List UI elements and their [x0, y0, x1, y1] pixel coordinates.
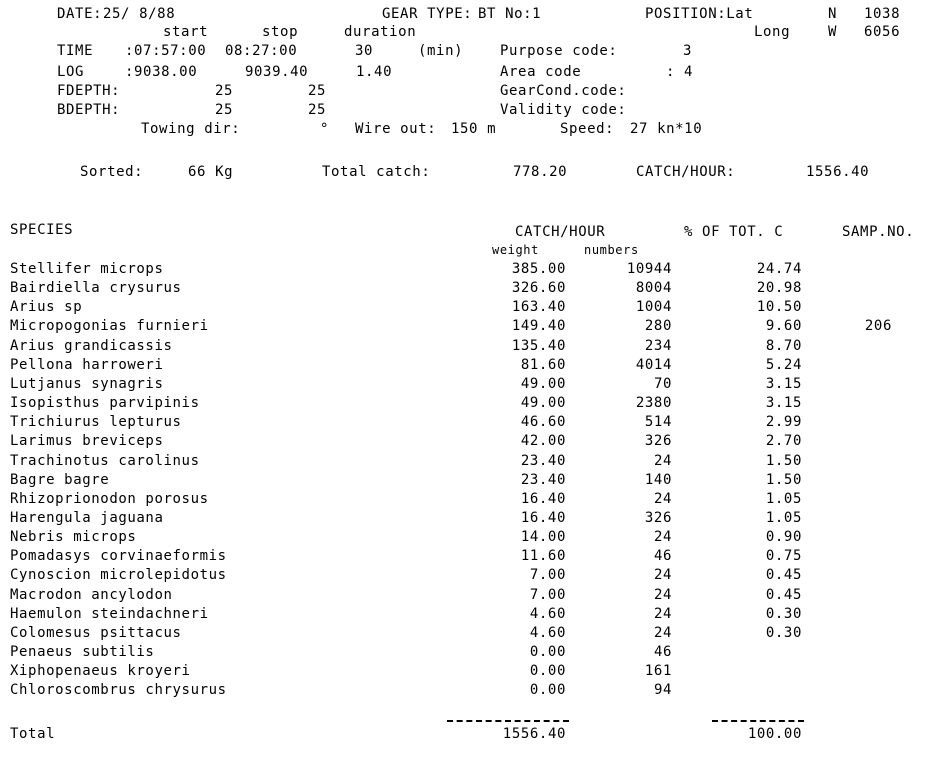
table-row	[0, 261, 950, 279]
catch-weight: 326.60	[511, 280, 566, 297]
catch-numbers: 161	[644, 663, 672, 680]
time-stop: 08:27:00	[225, 43, 298, 59]
total-label: Total	[10, 726, 56, 742]
species-name: Trachinotus carolinus	[10, 452, 200, 469]
log-label: LOG	[57, 64, 85, 80]
table-row	[0, 318, 950, 336]
catch-weight: 7.00	[529, 567, 566, 584]
species-column-header: SPECIES	[10, 222, 74, 238]
catch-numbers: 24	[653, 567, 672, 584]
table-row	[0, 644, 950, 662]
species-name: Harengula jaguana	[10, 509, 164, 526]
table-row	[0, 548, 950, 566]
catch-numbers: 24	[653, 624, 672, 641]
catch-numbers: 24	[653, 605, 672, 622]
percent-of-total: 0.30	[765, 605, 802, 622]
table-row	[0, 299, 950, 317]
catch-numbers: 326	[644, 509, 672, 526]
total-catch-label: Total catch:	[322, 164, 431, 180]
time-label: TIME	[57, 43, 94, 59]
catch-numbers: 280	[644, 318, 672, 335]
catch-numbers: 10944	[626, 261, 672, 277]
species-name: Bairdiella crysurus	[10, 280, 182, 297]
species-name: Cynoscion microlepidotus	[10, 567, 227, 584]
percent-of-total: 20.98	[756, 280, 802, 297]
species-name: Pellona harroweri	[10, 356, 164, 373]
time-unit: (min)	[418, 43, 464, 59]
table-row	[0, 529, 950, 547]
catch-numbers: 140	[644, 471, 672, 488]
catch-weight: 46.60	[520, 414, 566, 431]
table-row	[0, 567, 950, 585]
position-label: POSITION:Lat	[645, 6, 754, 22]
long-value: 6056	[864, 24, 901, 40]
area-code-label: Area code	[500, 64, 582, 80]
purpose-code-label: Purpose code:	[500, 43, 618, 59]
catch-weight: 16.40	[520, 490, 566, 507]
catch-weight: 149.40	[511, 318, 566, 335]
catch-numbers: 70	[653, 375, 672, 392]
species-name: Trichiurus lepturus	[10, 414, 182, 431]
sample-number: 206	[864, 318, 892, 335]
table-row	[0, 606, 950, 624]
species-name: Isopisthus parvipinis	[10, 395, 200, 411]
percent-of-total: 0.90	[765, 529, 802, 546]
table-row	[0, 491, 950, 509]
percent-of-total: 3.15	[765, 395, 802, 411]
catch-weight: 7.00	[529, 586, 566, 603]
table-row	[0, 625, 950, 643]
bdepth-stop: 25	[308, 102, 327, 118]
table-row	[0, 510, 950, 528]
catch-per-hour-value: 1556.40	[806, 164, 870, 180]
start-column-header: start	[163, 24, 209, 40]
gear-condition-label: GearCond.code:	[500, 83, 627, 99]
stop-column-header: stop	[262, 24, 299, 40]
catch-weight: 23.40	[520, 471, 566, 488]
percent-of-total: 1.05	[765, 509, 802, 526]
total-catch-value: 778.20	[513, 164, 568, 180]
catch-weight: 49.00	[520, 395, 566, 411]
species-name: Xiphopenaeus kroyeri	[10, 663, 191, 680]
species-name: Nebris microps	[10, 529, 137, 546]
catch-numbers: 24	[653, 452, 672, 469]
gear-type-label: GEAR TYPE:	[382, 6, 473, 22]
table-row	[0, 587, 950, 605]
catch-per-hour-column-header: CATCH/HOUR	[515, 224, 606, 240]
catch-numbers: 94	[653, 682, 672, 699]
table-row	[0, 280, 950, 298]
table-row	[0, 357, 950, 375]
long-label: Long	[754, 24, 791, 40]
wire-out-label: Wire out:	[355, 121, 437, 137]
percent-total-underline	[712, 720, 804, 722]
catch-numbers: 4014	[635, 356, 672, 373]
catch-weight: 14.00	[520, 529, 566, 546]
bdepth-label: BDEPTH:	[57, 102, 121, 118]
time-duration: 30	[355, 43, 374, 59]
fdepth-start: 25	[215, 83, 234, 99]
catch-weight: 49.00	[520, 375, 566, 392]
table-row	[0, 376, 950, 394]
table-row	[0, 453, 950, 471]
time-start: :07:57:00	[125, 43, 207, 59]
towing-dir-label: Towing dir:	[141, 121, 241, 137]
species-name: Haemulon steindachneri	[10, 605, 209, 622]
weight-total-underline	[447, 720, 569, 722]
species-name: Larimus breviceps	[10, 433, 164, 450]
fdepth-stop: 25	[308, 83, 327, 99]
weight-subheader: weight	[492, 243, 539, 257]
species-name: Arius sp	[10, 299, 83, 316]
percent-of-total: 1.05	[765, 490, 802, 507]
percent-of-total: 0.75	[765, 548, 802, 565]
species-name: Bagre bagre	[10, 471, 110, 488]
percent-of-total: 24.74	[756, 261, 802, 277]
long-hemisphere: W	[828, 24, 838, 40]
catch-numbers: 2380	[635, 395, 672, 411]
area-code-value: : 4	[666, 64, 694, 80]
catch-weight: 385.00	[511, 261, 566, 277]
catch-numbers: 514	[644, 414, 672, 431]
date-value: 25/ 8/88	[103, 6, 176, 22]
lat-value: 1038	[864, 6, 901, 22]
table-row	[0, 338, 950, 356]
table-row	[0, 433, 950, 451]
sorted-value: 66 Kg	[188, 164, 234, 180]
species-name: Chloroscombrus chrysurus	[10, 682, 227, 699]
species-name: Pomadasys corvinaeformis	[10, 548, 227, 565]
catch-weight: 11.60	[520, 548, 566, 565]
catch-weight: 0.00	[529, 644, 566, 660]
percent-of-total: 3.15	[765, 375, 802, 392]
table-row	[0, 395, 950, 413]
numbers-subheader: numbers	[584, 243, 639, 257]
percent-of-total: 8.70	[765, 337, 802, 354]
catch-weight: 163.40	[511, 299, 566, 316]
lat-hemisphere: N	[828, 6, 838, 22]
species-name: Micropogonias furnieri	[10, 318, 209, 335]
sample-number-column-header: SAMP.NO.	[842, 224, 915, 240]
catch-weight: 23.40	[520, 452, 566, 469]
species-name: Penaeus subtilis	[10, 644, 155, 660]
sorted-label: Sorted:	[80, 164, 144, 180]
speed-value: 27 kn*10	[630, 121, 703, 137]
catch-numbers: 234	[644, 337, 672, 354]
validity-code-label: Validity code:	[500, 102, 627, 118]
catch-numbers: 46	[653, 644, 672, 660]
catch-weight: 81.60	[520, 356, 566, 373]
species-name: Stellifer microps	[10, 261, 164, 277]
percent-of-total: 2.99	[765, 414, 802, 431]
species-name: Colomesus psittacus	[10, 624, 182, 641]
species-name: Rhizoprionodon porosus	[10, 490, 209, 507]
log-stop: 9039.40	[245, 64, 309, 80]
table-row	[0, 663, 950, 681]
percent-of-total: 0.45	[765, 567, 802, 584]
catch-numbers: 8004	[635, 280, 672, 297]
gear-type-value: BT No:1	[478, 6, 542, 22]
percent-of-total: 0.30	[765, 624, 802, 641]
percent-of-total: 9.60	[765, 318, 802, 335]
table-row	[0, 414, 950, 432]
catch-numbers: 24	[653, 490, 672, 507]
catch-weight: 4.60	[529, 605, 566, 622]
percent-of-total: 0.45	[765, 586, 802, 603]
catch-per-hour-label: CATCH/HOUR:	[636, 164, 736, 180]
catch-weight: 4.60	[529, 624, 566, 641]
total-weight: 1556.40	[502, 726, 566, 742]
towing-dir-value: °	[320, 121, 330, 137]
species-name: Arius grandicassis	[10, 337, 173, 354]
bdepth-start: 25	[215, 102, 234, 118]
log-duration: 1.40	[356, 64, 393, 80]
catch-numbers: 326	[644, 433, 672, 450]
table-row	[0, 472, 950, 490]
fdepth-label: FDEPTH:	[57, 83, 121, 99]
species-name: Macrodon ancylodon	[10, 586, 173, 603]
percent-of-total: 1.50	[765, 452, 802, 469]
percent-of-total: 10.50	[756, 299, 802, 316]
duration-column-header: duration	[344, 24, 417, 40]
catch-numbers: 1004	[635, 299, 672, 316]
species-name: Lutjanus synagris	[10, 375, 164, 392]
purpose-code-value: 3	[683, 43, 693, 59]
catch-numbers: 24	[653, 586, 672, 603]
catch-numbers: 46	[653, 548, 672, 565]
catch-weight: 16.40	[520, 509, 566, 526]
percent-of-total-column-header: % OF TOT. C	[684, 224, 784, 240]
wire-out-value: 150 m	[451, 121, 497, 137]
total-percent: 100.00	[747, 726, 802, 742]
log-start: :9038.00	[125, 64, 198, 80]
catch-weight: 42.00	[520, 433, 566, 450]
percent-of-total: 2.70	[765, 433, 802, 450]
percent-of-total: 1.50	[765, 471, 802, 488]
percent-of-total: 5.24	[765, 356, 802, 373]
catch-weight: 0.00	[529, 663, 566, 680]
catch-weight: 0.00	[529, 682, 566, 699]
catch-numbers: 24	[653, 529, 672, 546]
table-row	[0, 682, 950, 700]
date-label: DATE:	[57, 6, 103, 22]
speed-label: Speed:	[560, 121, 615, 137]
catch-weight: 135.40	[511, 337, 566, 354]
